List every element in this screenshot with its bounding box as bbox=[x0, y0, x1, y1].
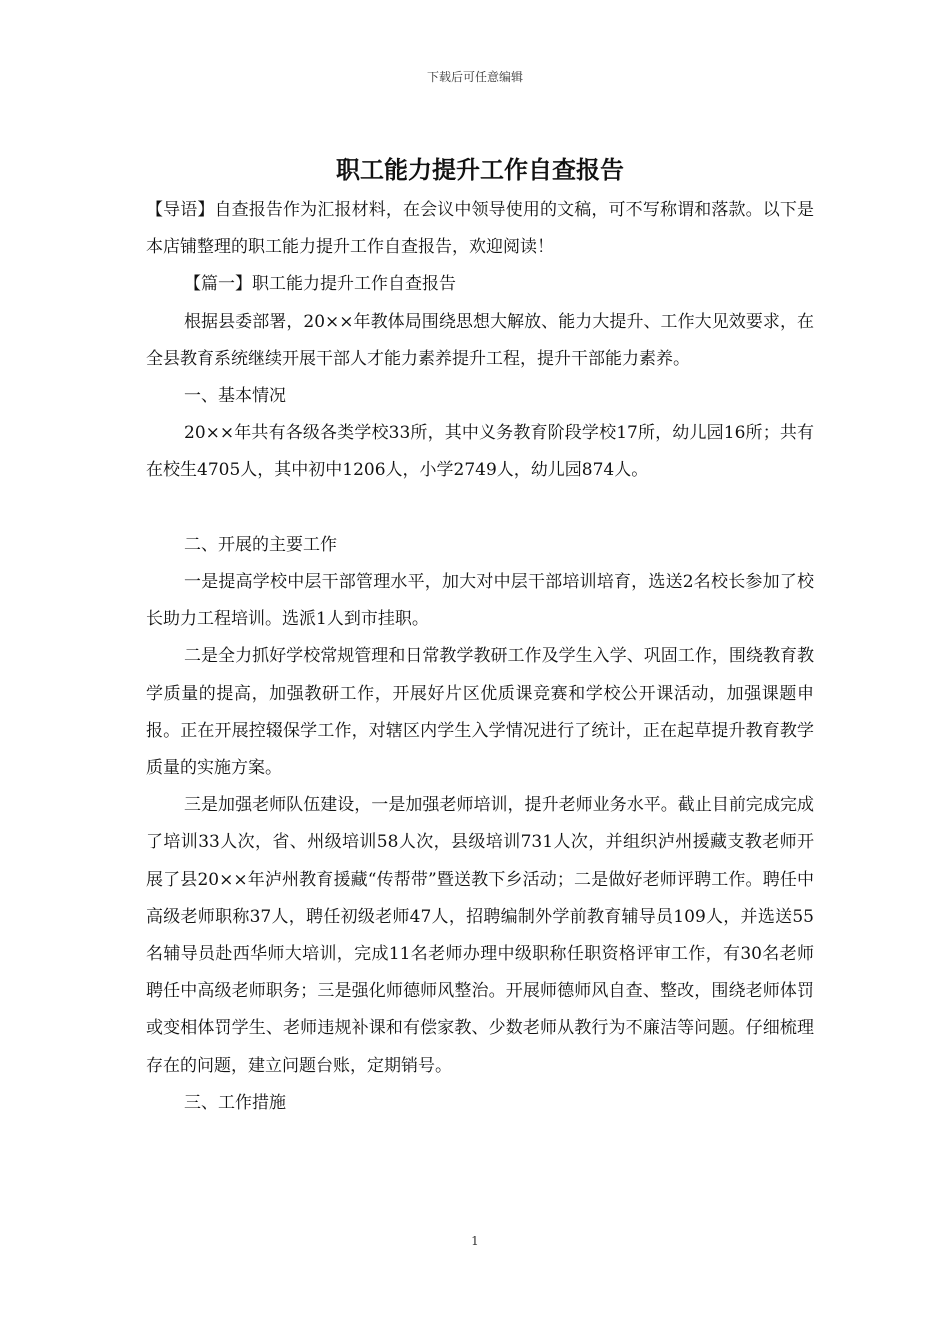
page-number: 1 bbox=[471, 1234, 479, 1248]
body-paragraph: 二是全力抓好学校常规管理和日常教学教研工作及学生入学、巩固工作，围绕教育教学质量的提高，加强教研工作，开展好片区优质课竞赛和学校公开课活动，加强课题申报。正在开展控辍保学工作，对辖区内学生入学情况进行了统计，正在起草提升教育教学质量的实施方案。 bbox=[146, 646, 814, 779]
intro-paragraph: 【导语】自查报告作为汇报材料，在会议中领导使用的文稿，可不写称谓和落款。以下是本店铺整理的职工能力提升工作自查报告，欢迎阅读！ bbox=[146, 200, 814, 258]
document-title: 职工能力提升工作自查报告 bbox=[336, 155, 624, 184]
section-heading-part-one: 【篇一】职工能力提升工作自查报告 bbox=[184, 274, 456, 295]
section-heading-measures: 三、工作措施 bbox=[184, 1092, 286, 1113]
blank-line bbox=[146, 490, 814, 527]
body-paragraph: 一是提高学校中层干部管理水平，加大对中层干部培训培育，选送2名校长参加了校长助力工程培训。选派1人到市挂职。 bbox=[146, 572, 814, 630]
section-heading-basic-situation: 一、基本情况 bbox=[184, 386, 286, 407]
body-paragraph: 三是加强老师队伍建设，一是加强老师培训，提升老师业务水平。截止目前完成完成了培训33人次，省、州级培训58人次，县级培训731人次，并组织泸州援藏支教老师开展了县20××年泸州教育援藏“传帮带”暨送教下乡活动；二是做好老师评聘工作。聘任中高级老师职称37人，聘任初级老师47人，招聘编制外学前教育辅导员109人，并选送55名辅导员赴西华师大培训，完成11名老师办理中级职称任职资格评审工作，有30名老师聘任中高级老师职务；三是强化师德师风整治。开展师德师风自查、整改，围绕老师体罚或变相体罚学生、老师违规补课和有偿家教、少数老师从教行为不廉洁等问题。仔细梳理存在的问题，建立问题台账，定期销号。 bbox=[146, 795, 814, 1076]
page-header: 下载后可任意编辑 bbox=[426, 70, 523, 84]
document-body bbox=[146, 150, 814, 1122]
section-heading-main-work: 二、开展的主要工作 bbox=[184, 534, 337, 555]
body-paragraph: 根据县委部署，20××年教体局围绕思想大解放、能力大提升、工作大见效要求，在全县教育系统继续开展干部人才能力素养提升工程，提升干部能力素养。 bbox=[146, 311, 814, 369]
body-paragraph: 20××年共有各级各类学校33所，其中义务教育阶段学校17所，幼儿园16所；共有在校生4705人，其中初中1206人，小学2749人，幼儿园874人。 bbox=[146, 423, 814, 481]
